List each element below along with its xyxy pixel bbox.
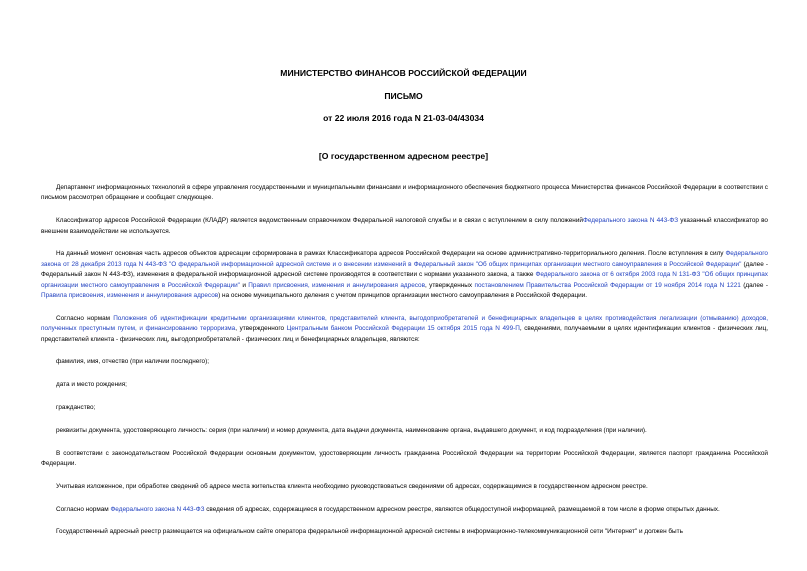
paragraph-text: (далее - Федеральный закон N 443-ФЗ), изменения в федеральной информационной адресной системе производятся в соответствии с нормами указанного закона, а также [41,260,768,279]
paragraph-conclusion [41,482,768,492]
paragraph-text: В соответствии с законодательством Российской Федерации основным документом, удостоверяющим личность гражданина Российской Федерации на территории Российской Федерации, является паспорт гражданина Российской Федерации. [41,449,768,468]
law-443-link-2[interactable]: Федерального закона N 443-ФЗ [110,505,205,513]
law-131-link[interactable]: Федерального закона от 6 октября 2003 года N 131-ФЗ "Об общих принципах организации местного самоуправления в Российской Федерации" [41,271,768,289]
document-type: ПИСЬМО [384,91,423,101]
address-rules-link[interactable]: Правил присвоения, изменения и аннулирования адресов [248,281,425,289]
paragraph-text: Государственный адресный реестр размещается на официальном сайте оператора федеральной информационной адресной системы в информационно-телекоммуникационной сети "Интернет" и должен быть [56,528,683,536]
address-rules-short-link[interactable]: Правила присвоения, изменения и аннулирования адресов [41,292,219,300]
ministry-title: МИНИСТЕРСТВО ФИНАНСОВ РОССИЙСКОЙ ФЕДЕРАЦИИ [280,68,527,78]
paragraph-text: Согласно нормам [56,314,114,322]
paragraph-text: Учитывая изложенное, при обработке сведений об адресе места жительства клиента необходимо руководствоваться сведениями об адресах, содержащимися в государственном адресном реестре. [56,482,648,490]
paragraph-text: и [239,281,249,289]
paragraph-intro [41,183,768,204]
paragraph-text: сведения об адресах, содержащиеся в государственном адресном реестре, являются общедоступной информацией, размещаемой в том числе в форме открытых данных. [204,505,720,513]
list-item-id-document: реквизиты документа, удостоверяющего личность: серия (при наличии) и номер документа, дата выдачи документа, наименование органа, выдавшего документ, и код подразделения (при наличии). [56,426,647,434]
document-date-number: от 22 июля 2016 года N 21-03-04/43034 [323,113,484,123]
identification-regulation-link[interactable]: Положения об идентификации кредитными организациями клиентов, представителей клиента, выгодоприобретателей и бенефициарных владельцев в целях противодействия легализации (отмыванию) доходов, полученных преступным путем, и финансированию терроризма [41,314,768,333]
law-443-link[interactable]: Федерального закона N 443-ФЗ [582,217,679,225]
list-item-birth: дата и место рождения; [56,381,127,389]
paragraph-text: , утвержденного [235,325,287,333]
document-body [41,183,768,550]
paragraph-text: Классификатор адресов Российской Федерации (КЛАДР) является ведомственным справочником Федеральной налоговой службы и в связи с вступлением в силу положений [56,217,583,225]
paragraph-text: Департамент информационных технологий в сфере управления государственными и муниципальными финансами и информационного обеспечения бюджетного процесса Министерства финансов Российской Федерации в соответствии с письмом рассмотрел обращение и сообщает следующее. [41,184,768,202]
central-bank-499p-link[interactable]: Центральным банком Российской Федерации 15 октября 2015 года N 499-П [286,325,520,333]
paragraph-addresses [41,249,768,301]
paragraph-text: (далее - [740,281,768,289]
document-subject: [О государственном адресном реестре] [318,151,489,161]
paragraph-text: На данный момент основная часть адресов объектов адресации сформирована в рамках Классификатора адресов Российской Федерации на основе административно-территориального деления. После вступления в силу [56,250,726,258]
list-item-citizenship: гражданство; [56,404,96,412]
paragraph-text: , утвержденных [424,281,475,289]
paragraph-identification [41,314,768,345]
paragraph-text: указанный классификатор во внешнем взаимодействии не используется. [41,217,768,235]
paragraph-registry-site [41,527,768,537]
paragraph-text: Согласно нормам [56,505,111,513]
law-443-full-link[interactable]: Федерального закона от 28 декабря 2013 года N 443-ФЗ "О федеральной информационной адресной системе и о внесении изменений в Федеральный закон "Об общих принципах организации местного самоуправления в Российской Федерации" [41,250,768,268]
government-decree-1221-link[interactable]: постановлением Правительства Российской Федерации от 19 ноября 2014 года N 1221 [474,281,741,289]
paragraph-text: , сведениями, получаемыми в целях идентификации клиентов - физических лиц, представителей клиента - физических лиц, выгодоприобретателей - физических лиц и бенефициарных владельцев, являются: [41,325,769,343]
paragraph-kladr [41,216,768,237]
list-item-full-name: фамилия, имя, отчество (при наличии последнего); [56,358,209,366]
paragraph-passport [41,449,768,470]
paragraph-public-info [41,505,768,515]
paragraph-text: ) на основе муниципального деления с учетом принципов организации местного самоуправления в Российской Федерации. [218,292,588,300]
